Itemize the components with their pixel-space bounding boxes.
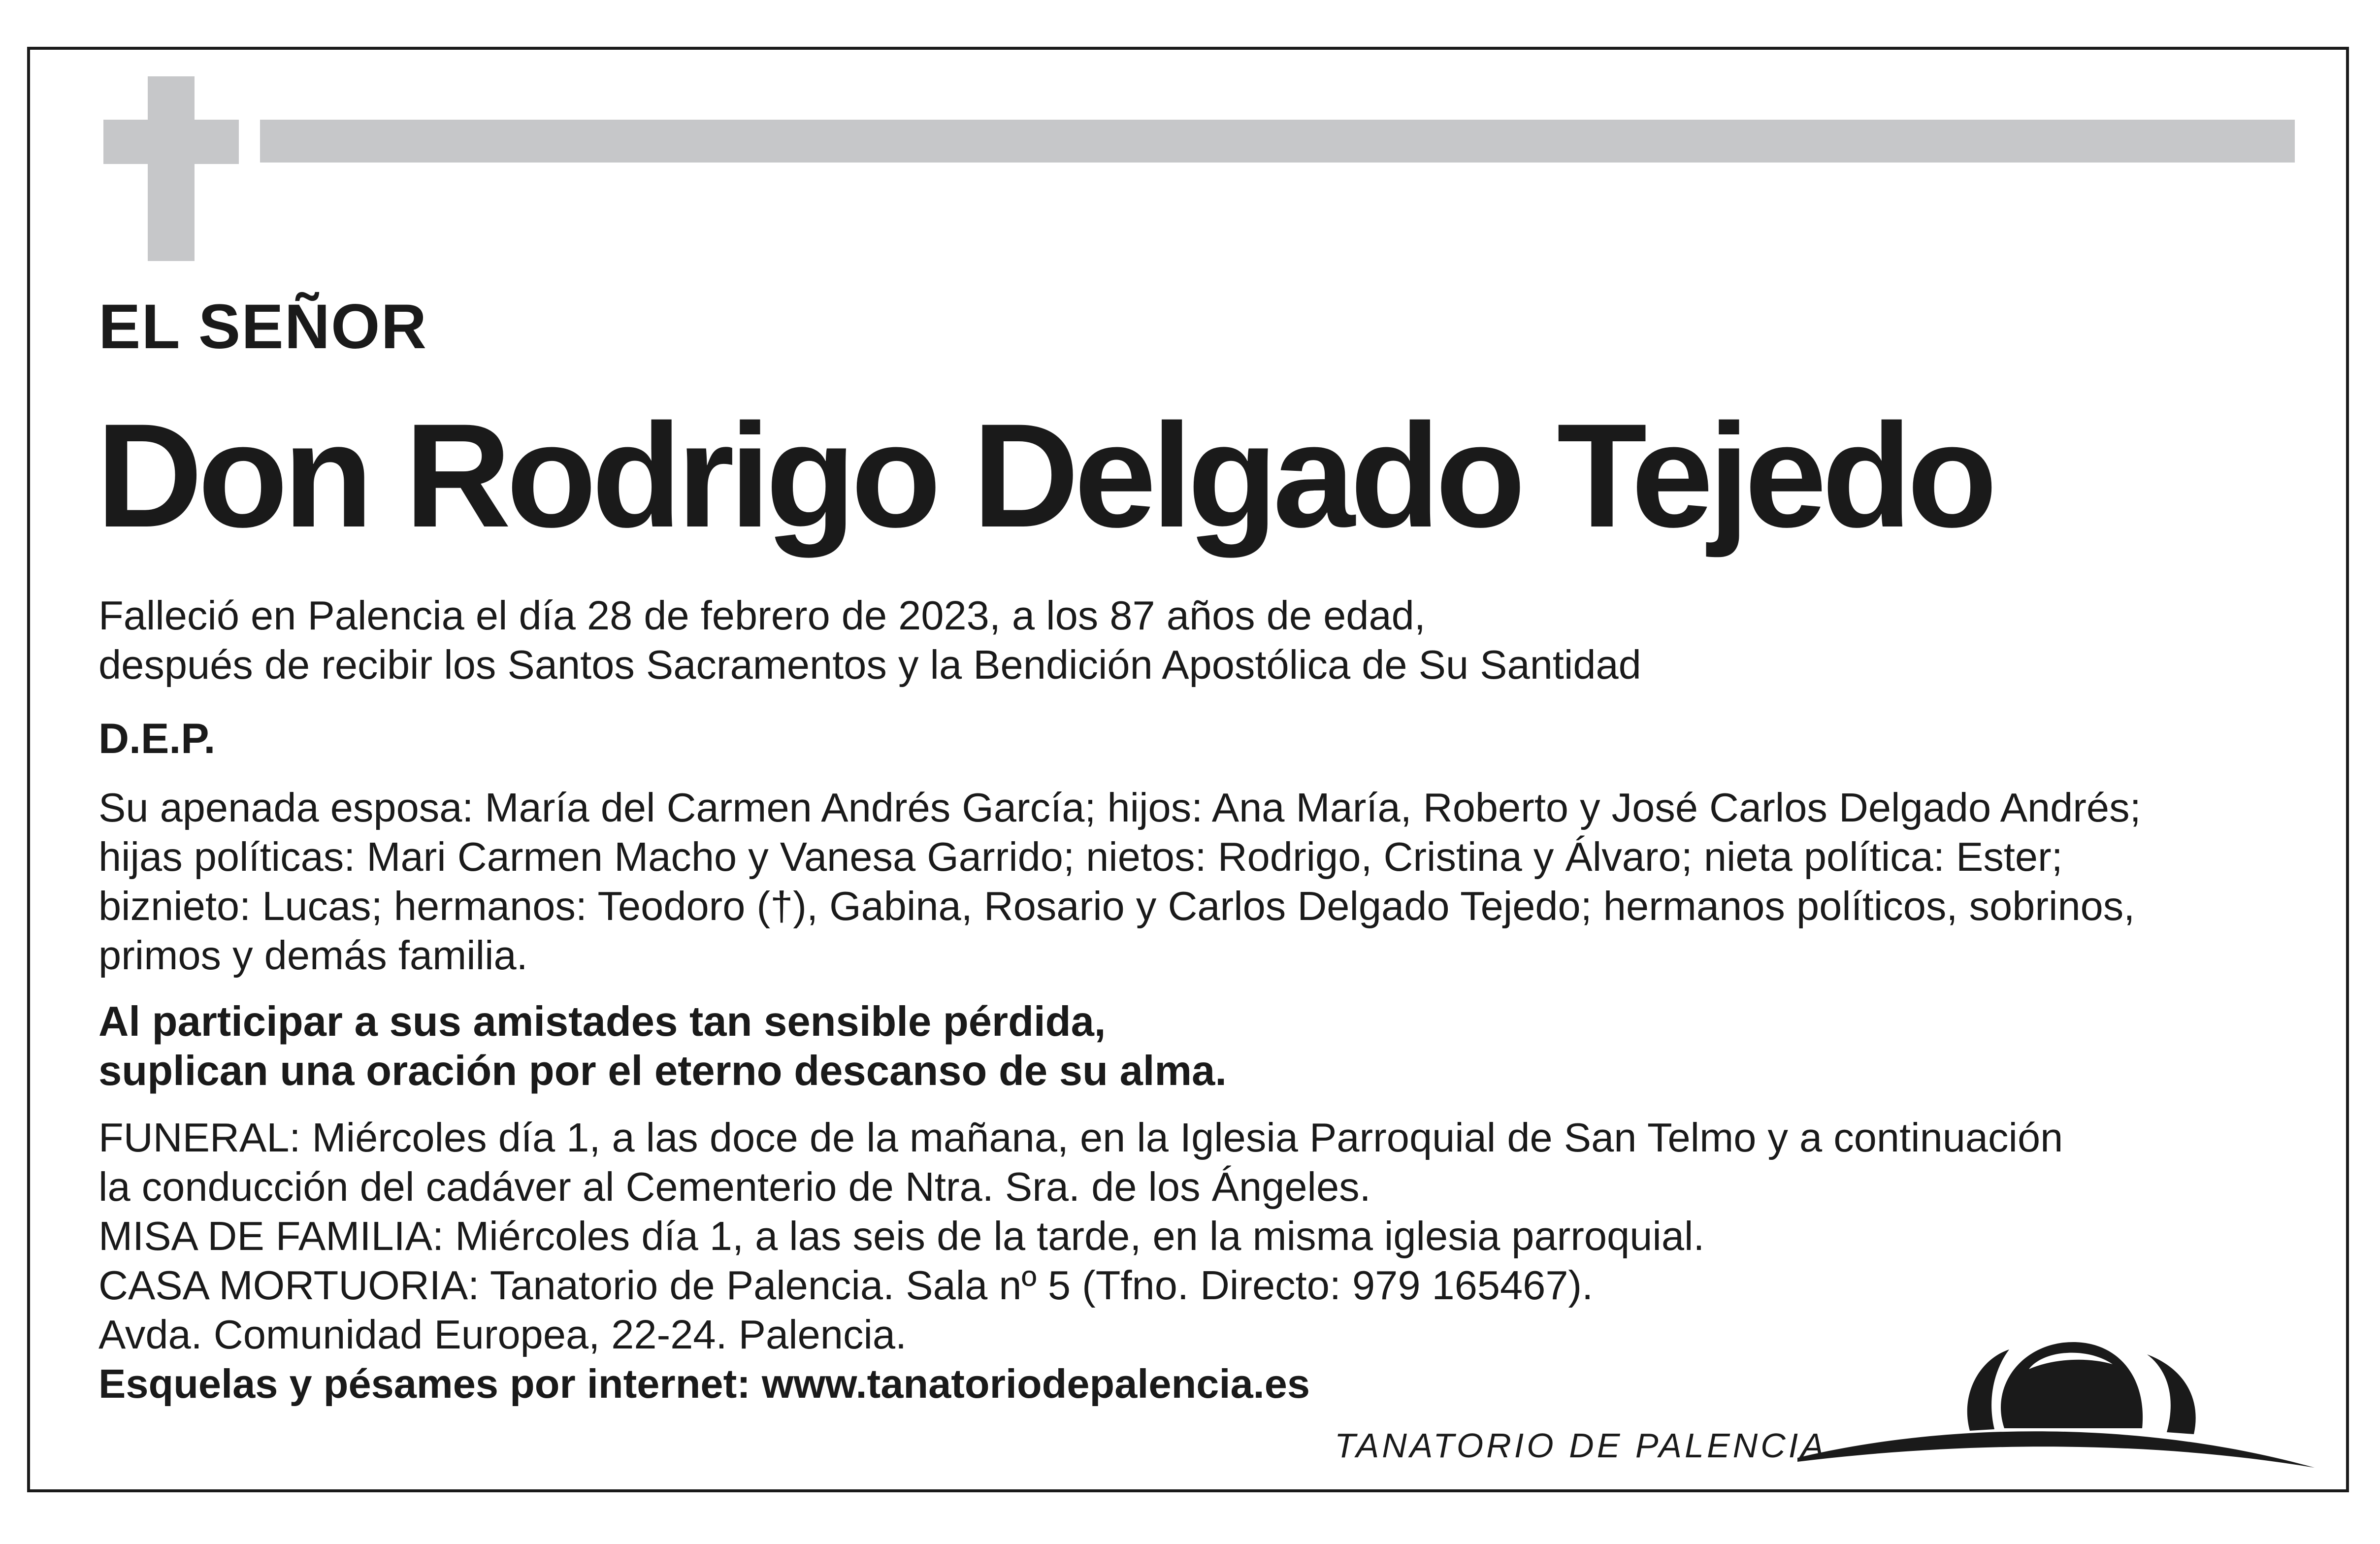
funeral-details-line: la conducción del cadáver al Cementerio de Ntra. Sra. de los Ángeles. [98, 1164, 1371, 1210]
deceased-name: Don Rodrigo Delgado Tejedo [96, 393, 1992, 558]
internet-condolences-line: Esquelas y pésames por internet: www.tanatoriodepalencia.es [98, 1361, 1310, 1407]
prayer-request-line: suplican una oración por el eterno descanso de su alma. [98, 1048, 1227, 1094]
prayer-request-paragraph [98, 997, 1227, 1096]
funeral-details-line: FUNERAL: Miércoles día 1, a las doce de la mañana, en la Iglesia Parroquial de San Telmo y a continuación [98, 1115, 2063, 1160]
funeral-details-paragraph [98, 1113, 2063, 1409]
tanatorio-logo-icon [1793, 1295, 2324, 1482]
death-notice-line: después de recibir los Santos Sacramentos y la Bendición Apostólica de Su Santidad [98, 642, 1641, 688]
logo-dome-right-arc [2147, 1354, 2196, 1434]
funeral-details-line: CASA MORTUORIA: Tanatorio de Palencia. Sala nº 5 (Tfno. Directo: 979 165467). [98, 1262, 1594, 1308]
tanatorio-logo-text: TANATORIO DE PALENCIA [1335, 1426, 1827, 1465]
family-line: Su apenada esposa: María del Carmen Andrés García; hijos: Ana María, Roberto y José Carlos Delgado Andrés; [98, 785, 2141, 830]
cross-icon-crossbar [103, 120, 239, 164]
family-paragraph [98, 783, 2141, 980]
prayer-request-line: Al participar a sus amistades tan sensible pérdida, [98, 998, 1106, 1045]
death-notice-line: Falleció en Palencia el día 28 de febrero de 2023, a los 87 años de edad, [98, 592, 1426, 638]
funeral-details-line: Avda. Comunidad Europea, 22-24. Palencia. [98, 1312, 907, 1357]
funeral-details-line: MISA DE FAMILIA: Miércoles día 1, a las seis de la tarde, en la misma iglesia parroquial. [98, 1213, 1705, 1259]
cross-icon [148, 76, 195, 261]
logo-horizon-swoosh [1797, 1431, 2315, 1468]
death-notice-paragraph [98, 591, 1641, 690]
dep-label: D.E.P. [98, 715, 216, 762]
header-divider-bar [260, 120, 2295, 163]
family-line: biznieto: Lucas; hermanos: Teodoro (†), Gabina, Rosario y Carlos Delgado Tejedo; hermanos políticos, sobrinos, [98, 883, 2135, 929]
title-prefix: EL SEÑOR [98, 292, 427, 362]
family-line: primos y demás familia. [98, 932, 528, 978]
family-line: hijas políticas: Mari Carmen Macho y Vanesa Garrido; nietos: Rodrigo, Cristina y Álvaro; nieta política: Ester; [98, 834, 2063, 880]
